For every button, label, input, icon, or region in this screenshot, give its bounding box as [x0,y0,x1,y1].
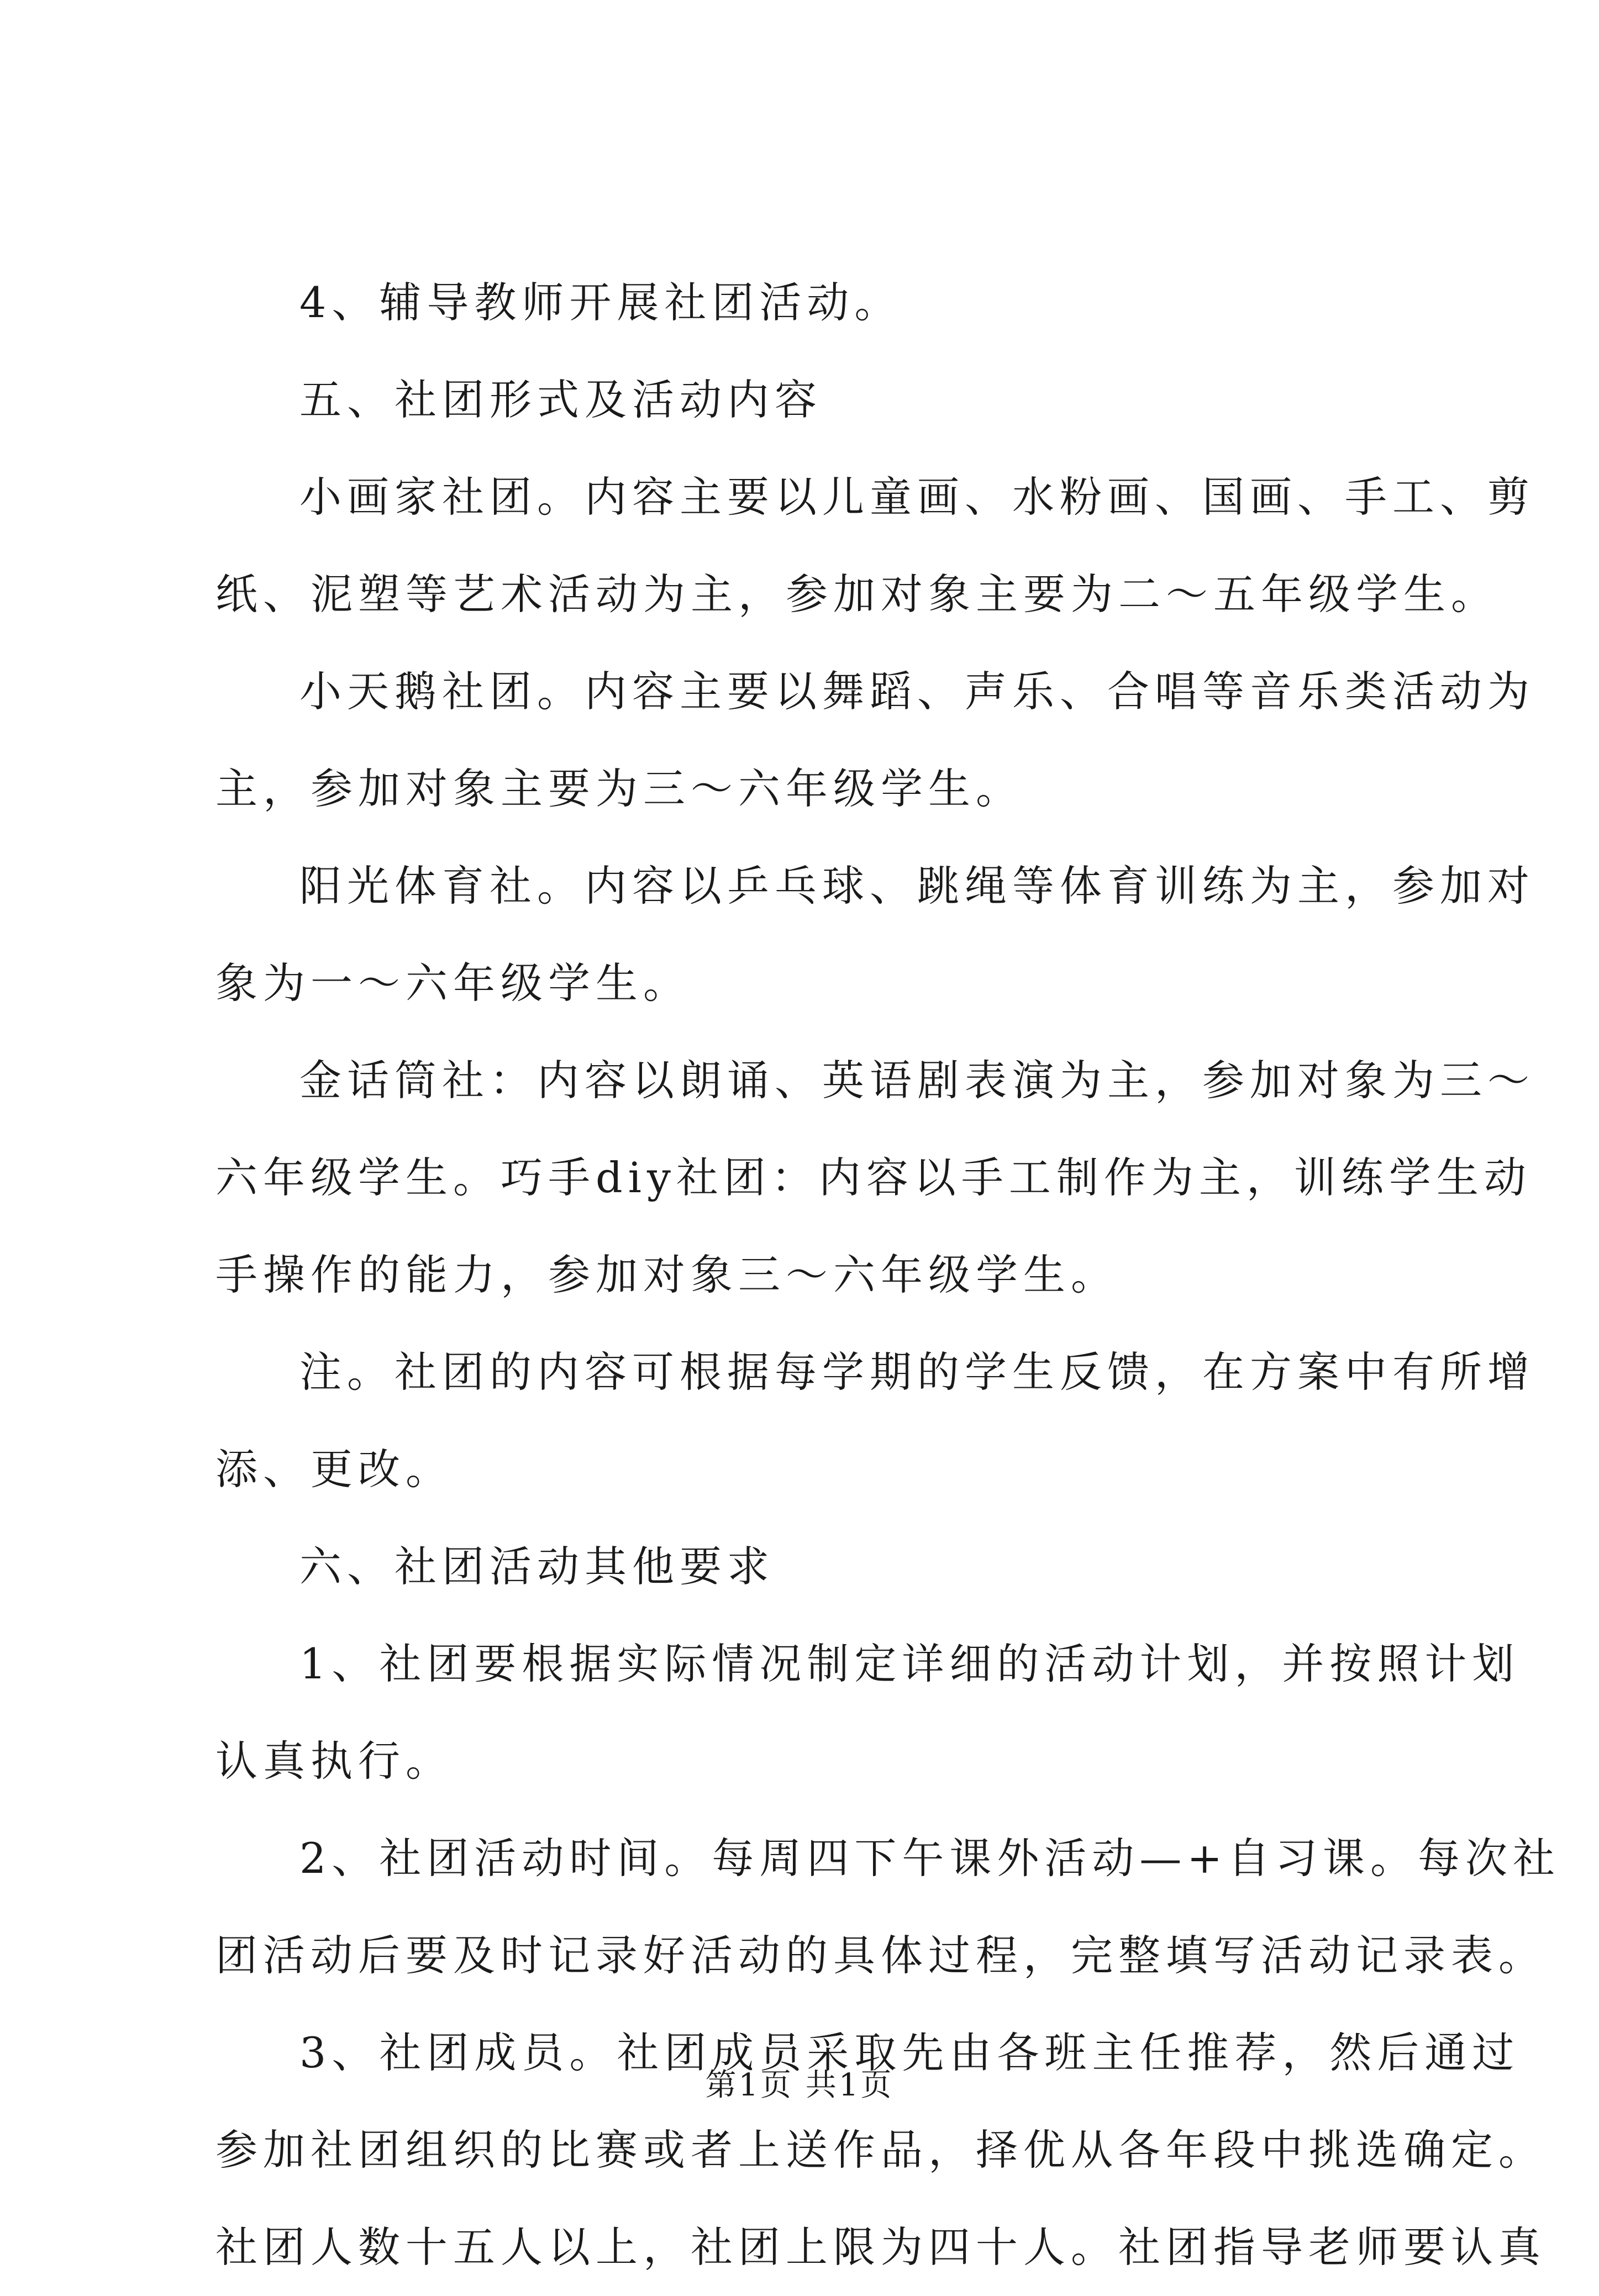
text-line: 六年级学生。巧手diy社团：内容以手工制作为主，训练学生动 [215,1153,1532,1202]
text-line: 阳光体育社。内容以乒乓球、跳绳等体育训练为主，参加对 [299,861,1535,910]
text-line: 小画家社团。内容主要以儿童画、水粉画、国画、手工、剪 [299,472,1535,522]
document-body [215,254,1561,2296]
text-line: 小天鹅社团。内容主要以舞蹈、声乐、合唱等音乐类活动为 [299,667,1535,716]
text-line: 主，参加对象主要为三～六年级学生。 [215,764,1023,813]
text-line: 2、社团活动时间。每周四下午课外活动—+自习课。每次社 [299,1834,1561,1883]
text-line: 1、社团要根据实际情况制定详细的活动计划，并按照计划 [299,1639,1520,1688]
text-line: 团活动后要及时记录好活动的具体过程，完整填写活动记录表。 [215,1931,1546,1980]
text-line: 添、更改。 [215,1445,453,1494]
text-line: 金话筒社：内容以朗诵、英语剧表演为主，参加对象为三～ [299,1056,1535,1105]
text-line: 参加社团组织的比赛或者上送作品，择优从各年段中挑选确定。 [215,2125,1546,2174]
text-line: 4、辅导教师开展社团活动。 [299,278,902,327]
text-line: 六、社团活动其他要求 [299,1542,775,1591]
text-line: 社团人数十五人以上，社团上限为四十人。社团指导老师要认真 [215,2223,1546,2272]
text-line: 3、社团成员。社团成员采取先由各班主任推荐，然后通过 [299,2028,1520,2077]
page-footer: 第1页 共1页 [705,2067,894,2103]
text-line: 认真执行。 [215,1736,453,1786]
text-line: 注。社团的内容可根据每学期的学生反馈，在方案中有所增 [299,1347,1535,1397]
text-line: 手操作的能力，参加对象三～六年级学生。 [215,1250,1118,1299]
text-line: 五、社团形式及活动内容 [299,375,822,424]
text-line: 象为一～六年级学生。 [215,959,691,1008]
text-line: 纸、泥塑等艺术活动为主，参加对象主要为二～五年级学生。 [215,570,1498,619]
